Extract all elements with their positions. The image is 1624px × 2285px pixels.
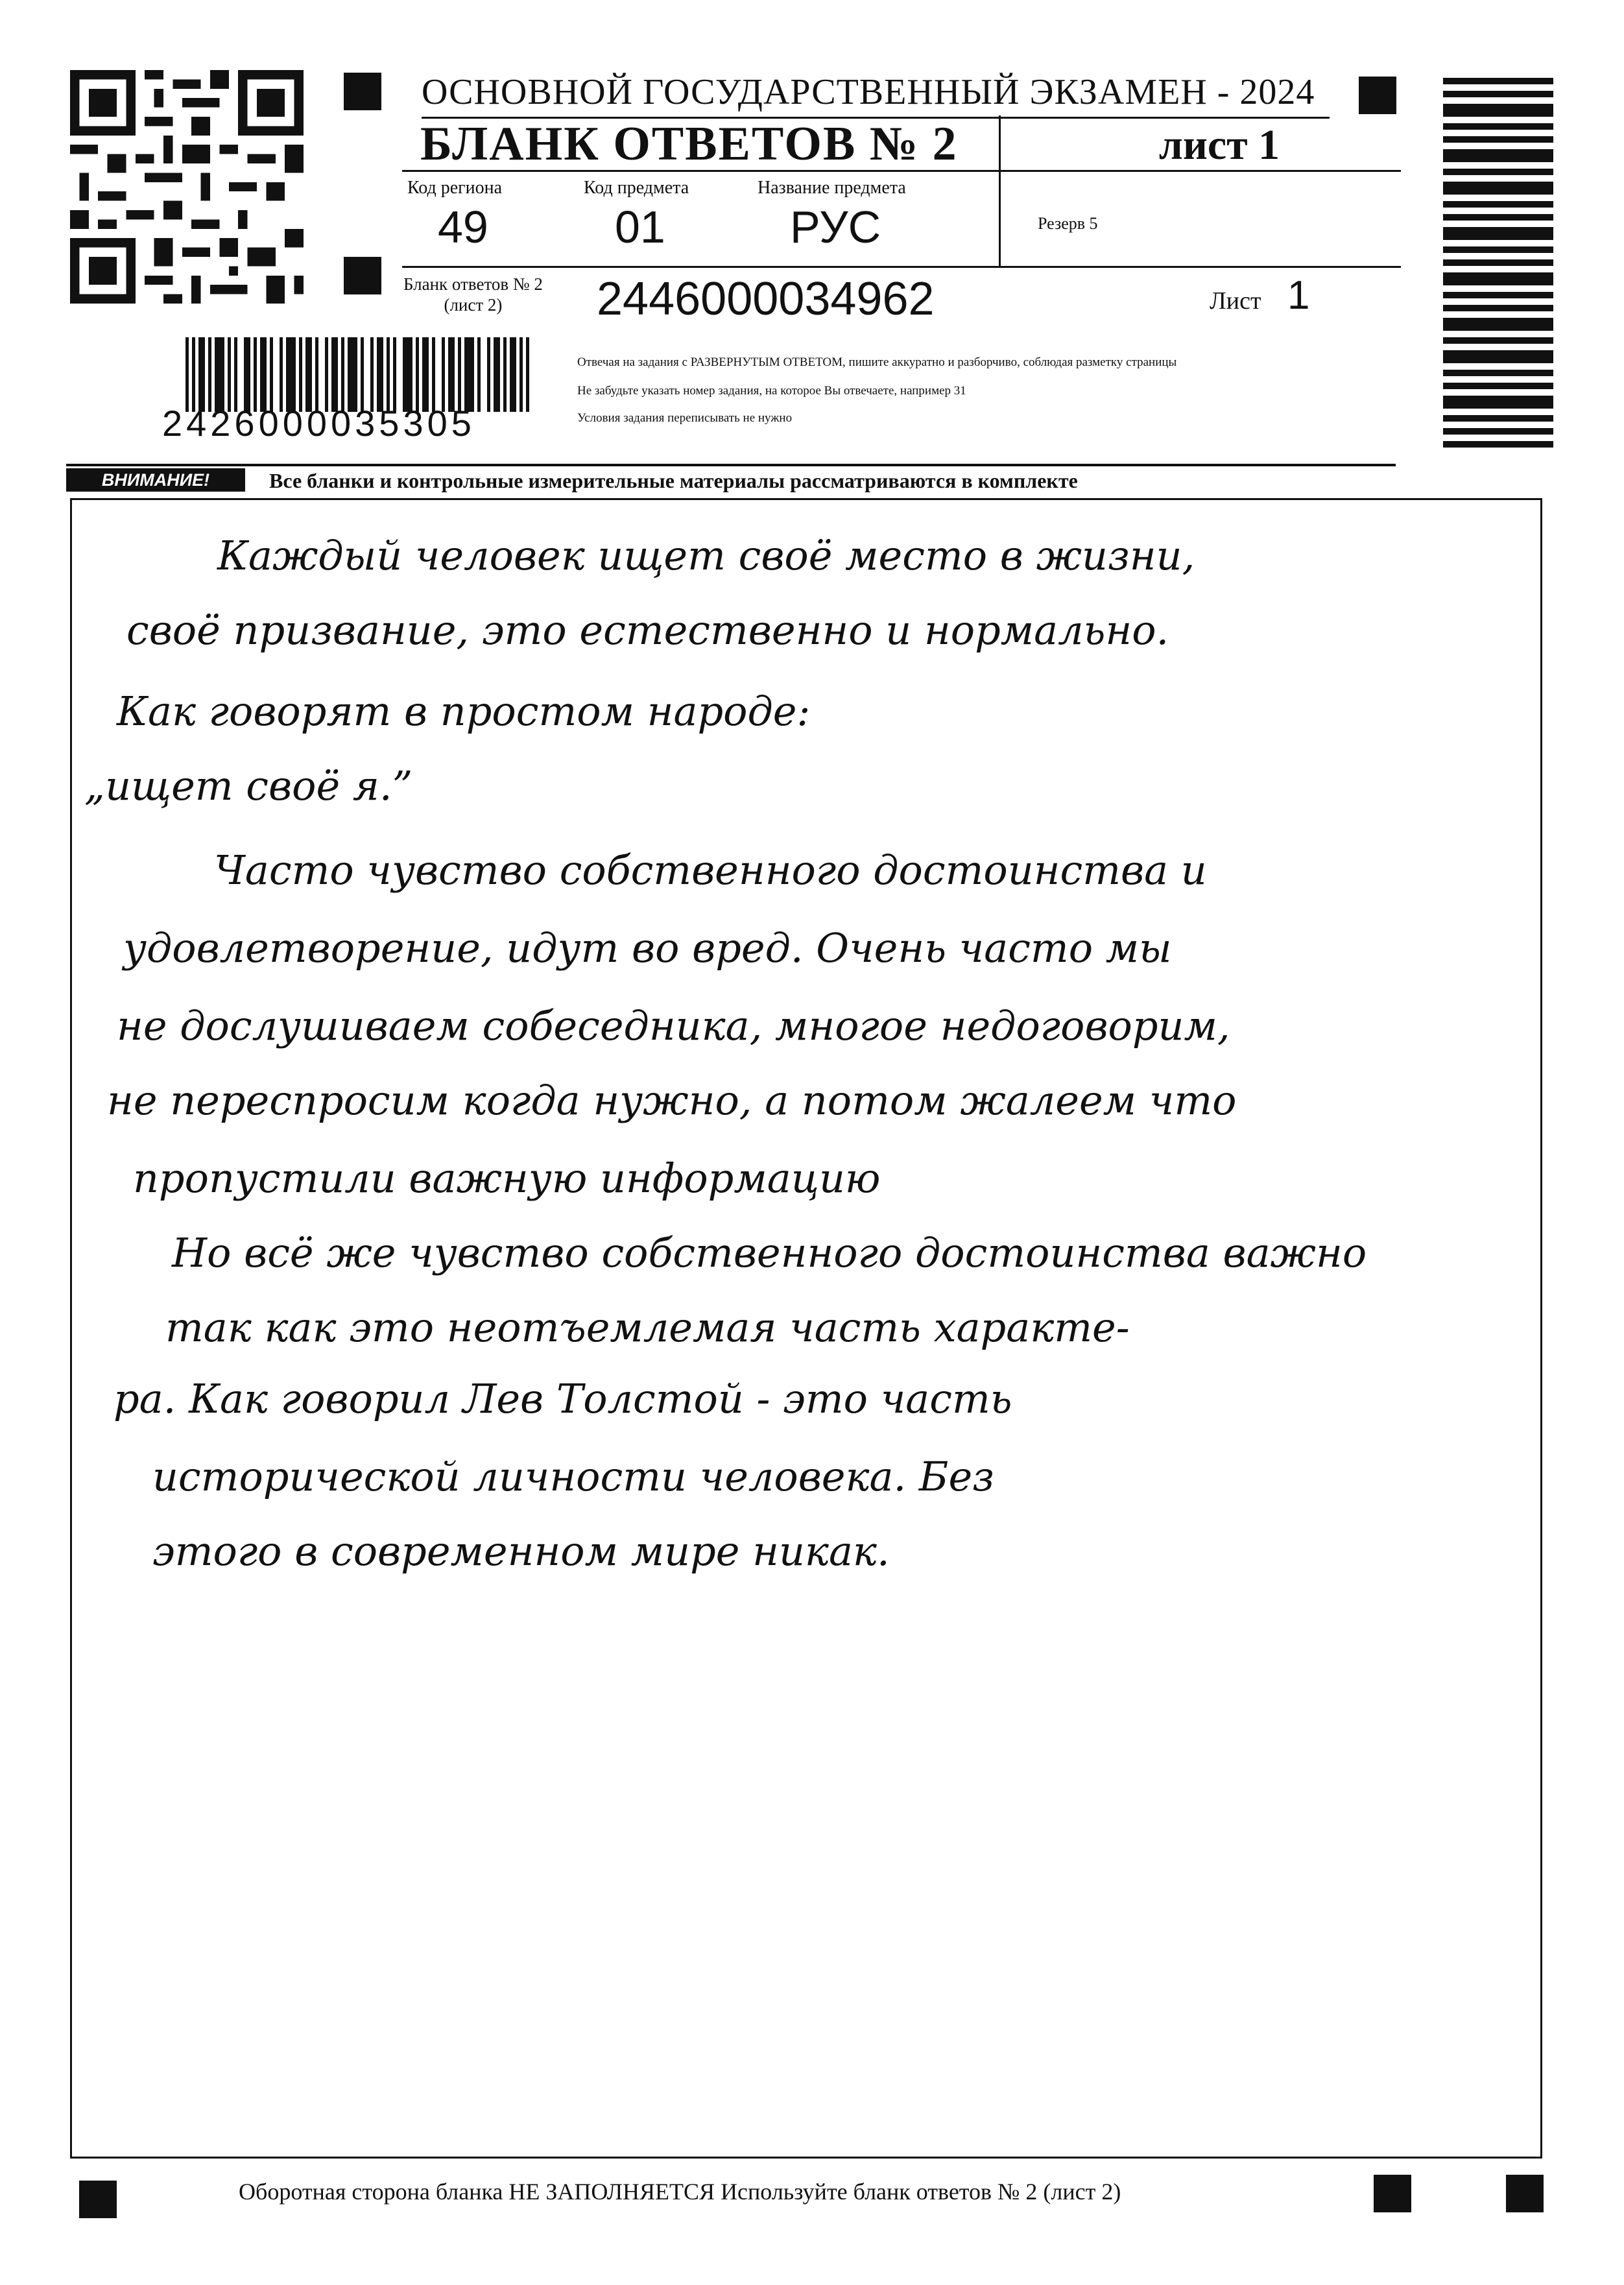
header-divider: [999, 115, 1001, 266]
answer-line: удовлетворение, идут во вред. Очень часто мы: [123, 924, 1172, 972]
reserve-label: Резерв 5: [1038, 214, 1098, 233]
subject-code-value: 01: [615, 202, 665, 252]
answer-line: Как говорят в простом народе:: [117, 688, 811, 735]
alignment-marker-bottom-right-1: [1374, 2175, 1411, 2212]
answer-line: не дослушиваем собеседника, многое недоговорим,: [117, 1002, 1230, 1049]
answer-line: ра. Как говорил Лев Толстой - это часть: [113, 1375, 1012, 1422]
alignment-marker-mid-left: [344, 257, 381, 294]
footer-note: Оборотная сторона бланка НЕ ЗАПОЛНЯЕТСЯ Используйте бланк ответов № 2 (лист 2): [239, 2179, 1121, 2205]
attention-text: Все бланки и контрольные измерительные материалы рассматриваются в комплекте: [269, 469, 1078, 492]
subject-name-value: РУС: [790, 202, 881, 252]
answer-line: этого в современном мире никак.: [152, 1527, 890, 1575]
form-number: 2446000034962: [597, 273, 935, 325]
answer-line: Часто чувство собственного достоинства и: [214, 846, 1207, 894]
answer-line: Каждый человек ищет своё место в жизни,: [217, 532, 1195, 579]
instruction-3: Условия задания переписывать не нужно: [577, 411, 793, 425]
attention-rule: [66, 464, 1396, 466]
alignment-marker-top-left: [344, 73, 381, 110]
alignment-marker-top-right: [1359, 77, 1396, 114]
form-label-line1: Бланк ответов № 2: [403, 274, 543, 294]
exam-title: ОСНОВНОЙ ГОСУДАРСТВЕННЫЙ ЭКЗАМЕН - 2024: [422, 71, 1330, 119]
alignment-marker-bottom-left: [79, 2181, 117, 2218]
answer-line: своё призвание, это естественно и нормально.: [126, 606, 1169, 654]
sheet-title: лист 1: [1158, 121, 1280, 169]
form-label: [403, 274, 543, 315]
side-barcode: [1443, 78, 1553, 448]
answer-line: „ищет своё я.”: [84, 762, 413, 809]
subject-name-label: Название предмета: [758, 178, 906, 198]
region-label: Код региона: [407, 178, 503, 198]
list-label: Лист: [1210, 287, 1261, 315]
answer-line: так как это неотъемлемая часть характе-: [165, 1304, 1130, 1351]
attention-tag: ВНИМАНИЕ!: [66, 468, 245, 492]
barcode: [185, 337, 529, 412]
instruction-2: Не забудьте указать номер задания, на которое Вы отвечаете, например 31: [577, 384, 966, 398]
region-value: 49: [438, 202, 488, 252]
answer-line: исторической личности человека. Без: [152, 1453, 994, 1500]
instruction-1: Отвечая на задания с РАЗВЕРНУТЫМ ОТВЕТОМ, пишите аккуратно и разборчиво, соблюдая разметку страницы: [577, 355, 1177, 369]
list-value: 1: [1287, 273, 1310, 318]
barcode-number: 2426000035305: [162, 403, 475, 444]
form-label-line2: (лист 2): [444, 295, 503, 315]
answer-line: пропустили важную информацию: [133, 1154, 881, 1202]
answer-line: Но всё же чувство собственного достоинства важно: [172, 1229, 1367, 1276]
form-title: БЛАНК ОТВЕТОВ № 2: [420, 117, 958, 171]
alignment-marker-bottom-right-2: [1506, 2175, 1544, 2212]
answer-line: не переспросим когда нужно, а потом жалеем что: [107, 1077, 1237, 1124]
qr-code: [70, 70, 304, 304]
subject-code-label: Код предмета: [584, 178, 689, 198]
